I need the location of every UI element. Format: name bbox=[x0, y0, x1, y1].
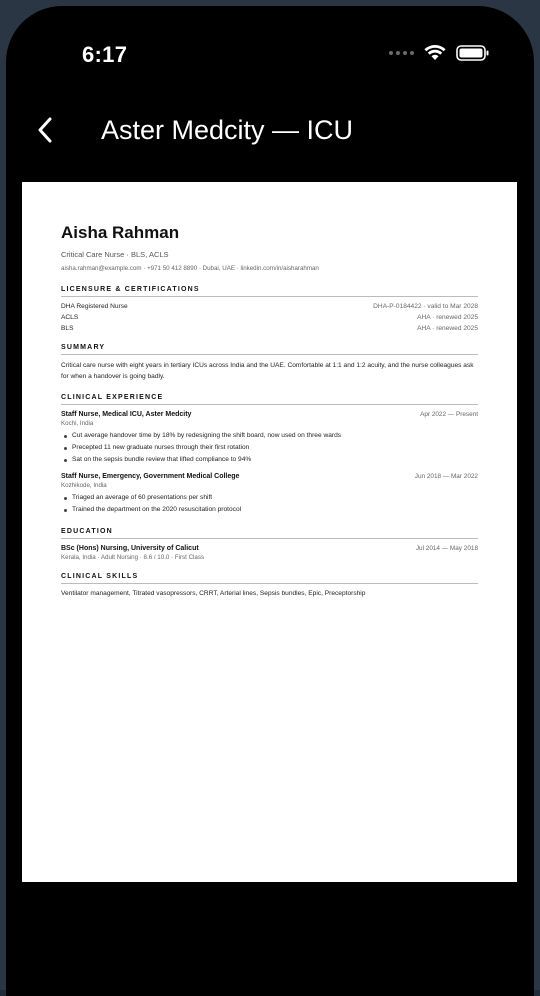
license-name: DHA Registered Nurse bbox=[61, 303, 128, 310]
job-bullet: Precepted 11 new graduate nurses through their first rotation bbox=[61, 442, 478, 454]
job-location: Kochi, India bbox=[61, 420, 94, 427]
job-bullet: Sat on the sepsis bundle review that lifted compliance to 94% bbox=[61, 454, 478, 466]
summary-text: Critical care nurse with eight years in tertiary ICUs across India and the UAE. Comfortable at 1:1 and 1:2 acuity, and the nurse colleagues ask for when a handover is going badly. bbox=[61, 362, 474, 380]
job-title: Staff Nurse, Emergency, Government Medical College bbox=[61, 473, 240, 480]
job-entry bbox=[61, 411, 478, 466]
job-dates: Jun 2018 — Mar 2022 bbox=[414, 473, 478, 480]
education-details: Kerala, India · Adult Nursing · 8.6 / 10.0 · First Class bbox=[61, 554, 205, 561]
status-icons bbox=[389, 45, 490, 61]
skills-text: Ventilator management, Titrated vasopressors, CRRT, Arterial lines, Sepsis bundles, Epic, Preceptorship bbox=[61, 590, 366, 597]
license-row bbox=[61, 303, 478, 310]
resume-document[interactable] bbox=[22, 182, 517, 882]
education-entry bbox=[61, 545, 478, 561]
nav-bar bbox=[6, 106, 534, 156]
license-detail: AHA · renewed 2025 bbox=[417, 314, 478, 321]
signal-icon bbox=[389, 51, 414, 55]
job-bullet: Cut average handover time by 18% by redesigning the shift board, now used on three wards bbox=[61, 430, 478, 442]
job-dates: Apr 2022 — Present bbox=[420, 411, 478, 418]
chevron-left-icon bbox=[37, 117, 53, 143]
job-location: Kozhikode, India bbox=[61, 482, 107, 489]
education-dates: Jul 2014 — May 2018 bbox=[415, 545, 478, 552]
section-experience-title: CLINICAL EXPERIENCE bbox=[61, 394, 478, 405]
resume-subtitle: Critical Care Nurse · BLS, ACLS bbox=[61, 250, 169, 259]
license-row bbox=[61, 314, 478, 321]
job-bullet: Trained the department on the 2020 resuscitation protocol bbox=[61, 504, 478, 516]
wifi-icon bbox=[424, 45, 446, 61]
screen bbox=[6, 6, 534, 996]
section-licensure-title: LICENSURE & CERTIFICATIONS bbox=[61, 286, 478, 297]
license-name: BLS bbox=[61, 325, 74, 332]
license-row bbox=[61, 325, 478, 332]
back-button[interactable] bbox=[30, 112, 60, 148]
job-bullet: Triaged an average of 60 presentations per shift bbox=[61, 492, 478, 504]
resume-contact: aisha.rahman@example.com · +971 50 412 8890 · Dubai, UAE · linkedin.com/in/aisharahman bbox=[61, 265, 319, 272]
status-time: 6:17 bbox=[82, 42, 128, 67]
license-detail: AHA · renewed 2025 bbox=[417, 325, 478, 332]
job-title: Staff Nurse, Medical ICU, Aster Medcity bbox=[61, 411, 192, 418]
section-summary-title: SUMMARY bbox=[61, 344, 478, 355]
resume-name: Aisha Rahman bbox=[61, 223, 180, 242]
section-education-title: EDUCATION bbox=[61, 528, 478, 539]
section-skills-title: CLINICAL SKILLS bbox=[61, 573, 478, 584]
job-entry bbox=[61, 473, 478, 516]
license-name: ACLS bbox=[61, 314, 79, 321]
license-detail: DHA-P-0184422 · valid to Mar 2028 bbox=[373, 303, 478, 310]
education-degree: BSc (Hons) Nursing, University of Calicut bbox=[61, 545, 199, 552]
battery-icon bbox=[456, 45, 490, 61]
page-title: Aster Medcity — ICU bbox=[101, 115, 354, 145]
